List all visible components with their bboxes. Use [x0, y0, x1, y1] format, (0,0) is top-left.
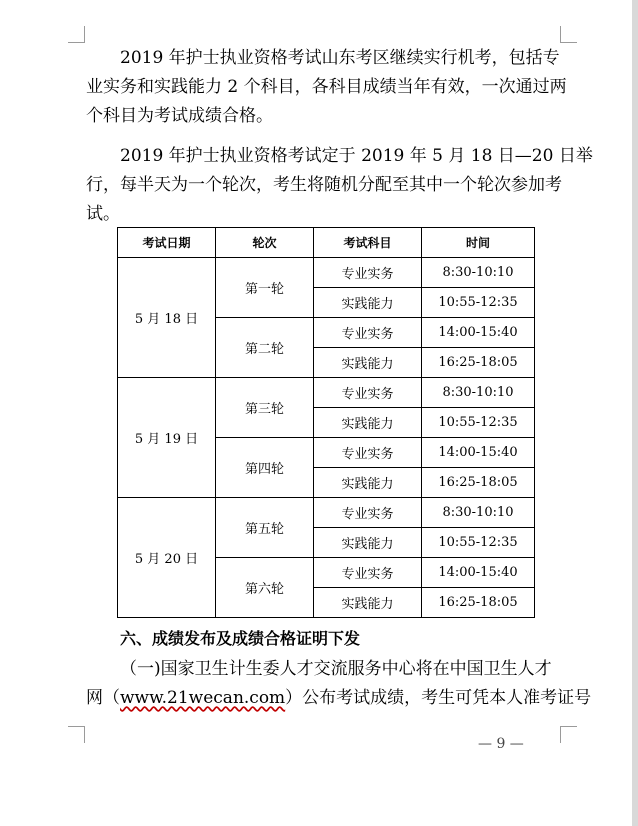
round-cell: 第五轮 [216, 498, 314, 558]
text-fragment: 网（ [86, 688, 120, 708]
header-date: 考试日期 [118, 228, 216, 258]
date-cell: 5 月 19 日 [118, 378, 216, 498]
header-time: 时间 [422, 228, 535, 258]
paragraph-line: 2019 年护士执业资格考试山东考区继续实行机考，包括专 [120, 48, 560, 68]
paragraph-exam-dates [86, 142, 593, 229]
paragraph-exam-format [86, 44, 567, 131]
subject-cell: 专业实务 [314, 318, 422, 348]
exam-schedule-table [117, 227, 535, 618]
window-edge [632, 0, 638, 826]
round-cell: 第一轮 [216, 258, 314, 318]
paragraph-score-release [86, 655, 592, 713]
paragraph-line: 试。 [86, 204, 120, 224]
subject-cell: 实践能力 [314, 468, 422, 498]
round-cell: 第六轮 [216, 558, 314, 618]
subject-cell: 专业实务 [314, 498, 422, 528]
subject-cell: 实践能力 [314, 588, 422, 618]
subject-cell: 实践能力 [314, 348, 422, 378]
margin-mark-bottom-left [68, 726, 85, 743]
page-number: — 9 — [478, 736, 524, 752]
table-row [118, 378, 535, 408]
subject-cell: 实践能力 [314, 288, 422, 318]
table-header-row [118, 228, 535, 258]
date-cell: 5 月 20 日 [118, 498, 216, 618]
time-cell: 16:25-18:05 [422, 588, 535, 618]
subject-cell: 专业实务 [314, 558, 422, 588]
margin-mark-bottom-right [560, 726, 577, 743]
time-cell: 8:30-10:10 [422, 258, 535, 288]
paragraph-line: （一)国家卫生计生委人才交流服务中心将在中国卫生人才 [120, 659, 552, 679]
website-link[interactable]: www.21wecan.com [120, 688, 286, 708]
subject-cell: 专业实务 [314, 438, 422, 468]
round-cell: 第三轮 [216, 378, 314, 438]
time-cell: 10:55-12:35 [422, 528, 535, 558]
paragraph-line [86, 684, 592, 713]
round-cell: 第二轮 [216, 318, 314, 378]
subject-cell: 专业实务 [314, 378, 422, 408]
time-cell: 8:30-10:10 [422, 498, 535, 528]
paragraph-line: 个科目为考试成绩合格。 [86, 106, 273, 126]
margin-mark-top-right [560, 26, 577, 43]
time-cell: 16:25-18:05 [422, 348, 535, 378]
time-cell: 8:30-10:10 [422, 378, 535, 408]
paragraph-line: 行，每半天为一个轮次，考生将随机分配至其中一个轮次参加考 [86, 175, 562, 195]
time-cell: 10:55-12:35 [422, 408, 535, 438]
subject-cell: 实践能力 [314, 528, 422, 558]
time-cell: 14:00-15:40 [422, 318, 535, 348]
header-subject: 考试科目 [314, 228, 422, 258]
time-cell: 10:55-12:35 [422, 288, 535, 318]
section-heading: 六、成绩发布及成绩合格证明下发 [120, 629, 361, 648]
table-row [118, 498, 535, 528]
time-cell: 16:25-18:05 [422, 468, 535, 498]
text-fragment: ）公布考试成绩，考生可凭本人准考证号 [285, 688, 592, 708]
subject-cell: 实践能力 [314, 408, 422, 438]
header-round: 轮次 [216, 228, 314, 258]
subject-cell: 专业实务 [314, 258, 422, 288]
table-row [118, 258, 535, 288]
paragraph-line: 业实务和实践能力 2 个科目，各科目成绩当年有效，一次通过两 [86, 77, 567, 97]
date-cell: 5 月 18 日 [118, 258, 216, 378]
round-cell: 第四轮 [216, 438, 314, 498]
margin-mark-top-left [68, 26, 85, 43]
time-cell: 14:00-15:40 [422, 438, 535, 468]
time-cell: 14:00-15:40 [422, 558, 535, 588]
paragraph-line: 2019 年护士执业资格考试定于 2019 年 5 月 18 日—20 日举 [120, 146, 593, 166]
